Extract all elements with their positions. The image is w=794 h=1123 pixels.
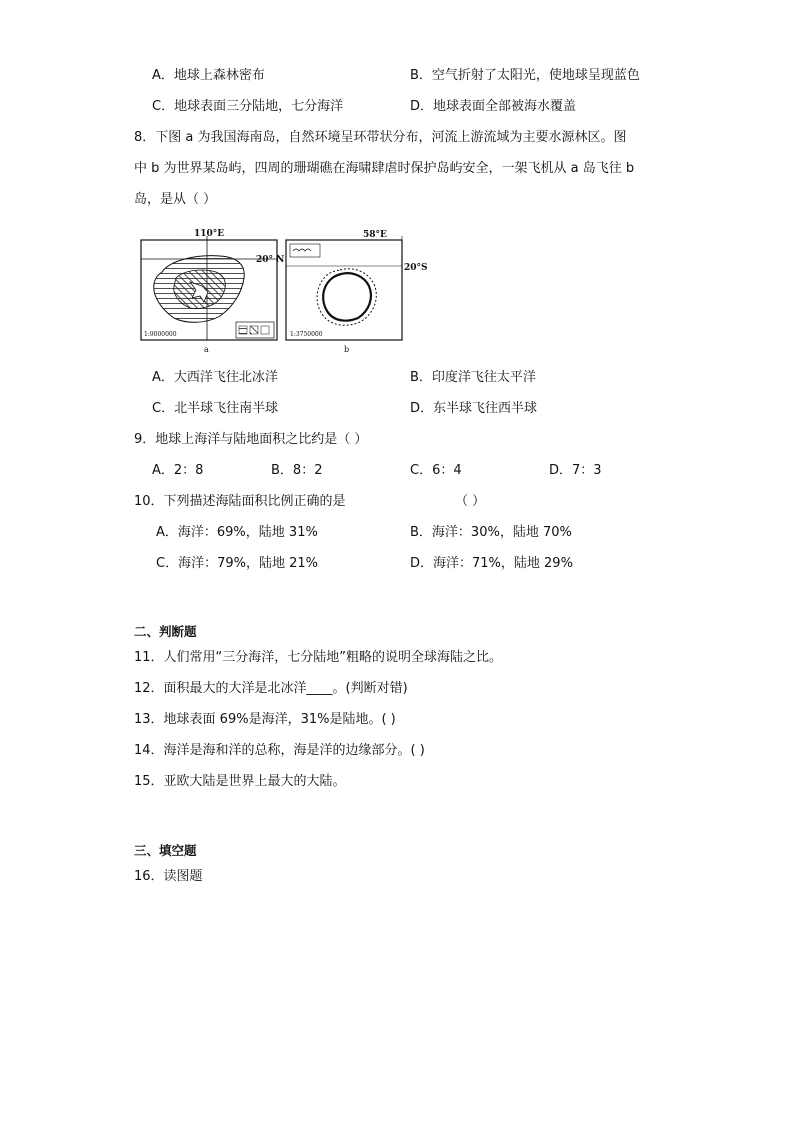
q7-option-a: A．地球上森林密布 xyxy=(152,68,265,83)
map-a-caption: a xyxy=(204,345,209,354)
q7-option-b: B．空气折射了太阳光，使地球呈现蓝色 xyxy=(410,68,640,83)
q9-option-c: C．6：4 xyxy=(410,463,462,478)
q10-option-c: C．海洋：79%，陆地 21% xyxy=(156,556,318,571)
q7-option-c: C．地球表面三分陆地，七分海洋 xyxy=(152,99,344,114)
map-b-caption: b xyxy=(344,345,350,354)
map-b xyxy=(286,230,428,354)
q9-option-d: D．7：3 xyxy=(549,463,602,478)
map-a-longitude-label: 110°E xyxy=(194,229,225,239)
section-3-heading: 三、填空题 xyxy=(134,843,197,858)
q8-option-c: C．北半球飞往南半球 xyxy=(152,401,279,416)
map-a-legend-swatch-3 xyxy=(261,326,269,334)
q16: 16．读图题 xyxy=(134,869,203,884)
q8-option-b: B．印度洋飞往太平洋 xyxy=(410,370,536,385)
q10-stem: 10．下列描述海陆面积比例正确的是 xyxy=(134,494,346,509)
q8-maps-svg xyxy=(140,226,432,356)
q10-answer-bracket: （ ） xyxy=(455,494,486,509)
q8-map-figure xyxy=(140,226,432,356)
q9-option-a: A．2：8 xyxy=(152,463,204,478)
q10-option-b: B．海洋：30%，陆地 70% xyxy=(410,525,572,540)
q8-option-a: A．大西洋飞往北冰洋 xyxy=(152,370,278,385)
map-b-latitude-label: 20°S xyxy=(404,263,428,273)
q9-stem: 9．地球上海洋与陆地面积之比约是（ ） xyxy=(134,432,368,447)
map-b-longitude-label: 58°E xyxy=(363,230,387,240)
map-a-latitude-label: 20° N xyxy=(256,255,285,265)
q11: 11．人们常用“三分海洋，七分陆地”粗略的说明全球海陆之比。 xyxy=(134,650,503,665)
q12: 12．面积最大的大洋是北冰洋____。(判断对错) xyxy=(134,681,408,696)
map-a-scale: 1:9000000 xyxy=(144,331,177,338)
map-a-legend-swatch-2 xyxy=(250,326,258,334)
q8-stem-line-2: 中 b 为世界某岛屿，四周的珊瑚礁在海啸肆虐时保护岛屿安全，一架飞机从 a 岛飞往 b xyxy=(134,161,635,176)
q14: 14．海洋是海和洋的总称，海是洋的边缘部分。( ) xyxy=(134,743,425,758)
q15: 15．亚欧大陆是世界上最大的大陆。 xyxy=(134,774,346,789)
q9-option-b: B．8：2 xyxy=(271,463,323,478)
q10-option-a: A．海洋：69%，陆地 31% xyxy=(156,525,318,540)
map-a-legend-swatch-1 xyxy=(239,326,247,334)
mauritius-island-outline xyxy=(323,273,371,320)
q8-stem-line-1: 8．下图 a 为我国海南岛，自然环境呈环带状分布，河流上游流域为主要水源林区。图 xyxy=(134,130,627,145)
q8-stem-line-3: 岛，是从（ ） xyxy=(134,192,217,207)
section-2-heading: 二、判断题 xyxy=(134,624,197,639)
map-a xyxy=(141,229,284,354)
q10-option-d: D．海洋：71%，陆地 29% xyxy=(410,556,573,571)
q8-option-d: D．东半球飞往西半球 xyxy=(410,401,538,416)
q13: 13．地球表面 69%是海洋，31%是陆地。( ) xyxy=(134,712,396,727)
map-b-scale: 1:3750000 xyxy=(290,331,323,338)
q7-option-d: D．地球表面全部被海水覆盖 xyxy=(410,99,577,114)
